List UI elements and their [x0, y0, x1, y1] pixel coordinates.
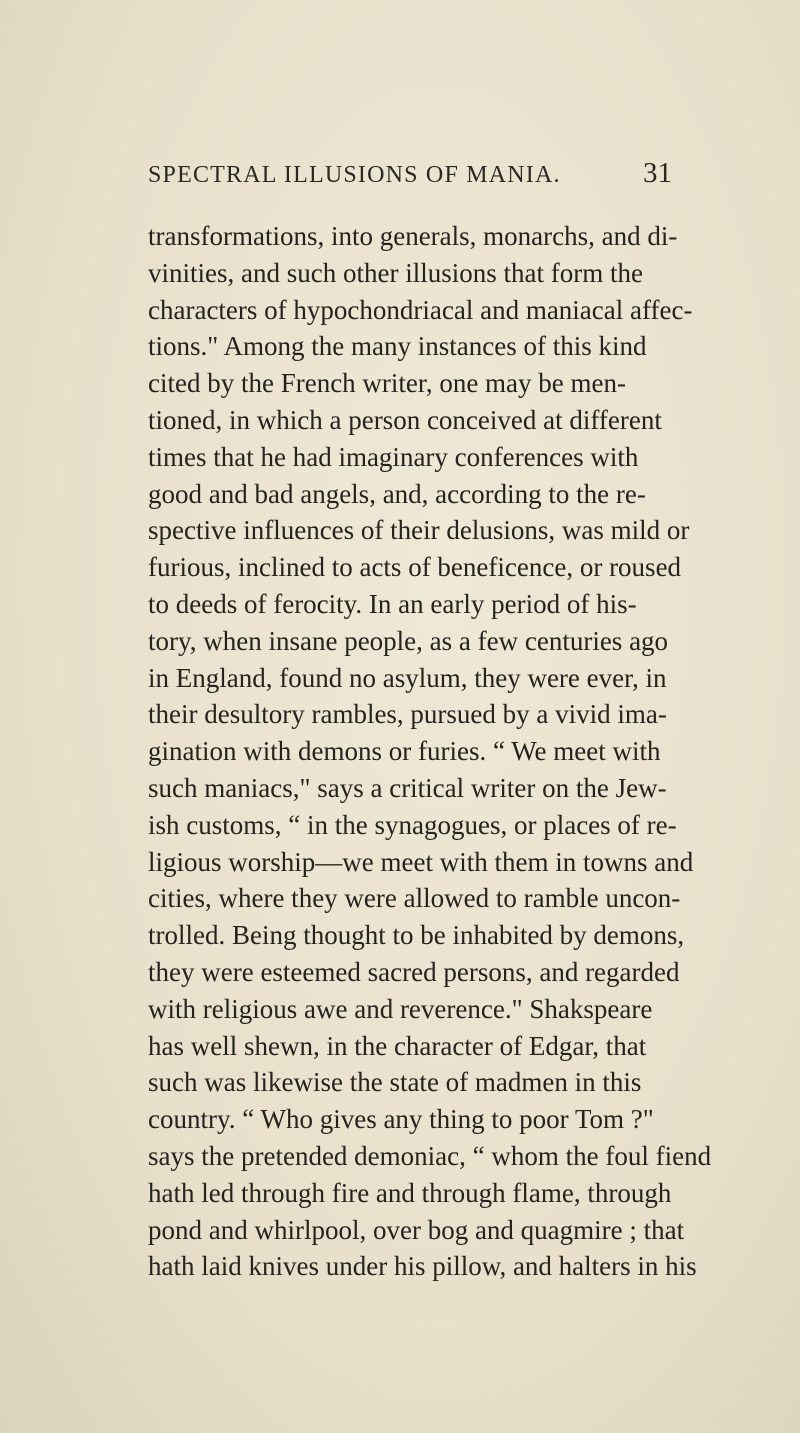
text-line: tory, when insane people, as a few centuries ago [148, 625, 669, 656]
text-line: spective influences of their delusions, was mild or [148, 515, 690, 546]
text-line: says the pretended demoniac, “ whom the foul fiend [148, 1140, 712, 1171]
body-text [148, 218, 788, 1285]
page-number: 31 [643, 157, 672, 189]
text-line: cited by the French writer, one may be men- [148, 368, 626, 399]
text-line: they were esteemed sacred persons, and regarded [148, 956, 680, 987]
text-line: characters of hypochondriacal and maniacal affec- [148, 294, 693, 325]
text-line: cities, where they were allowed to ramble uncon- [148, 883, 681, 914]
text-line: such was likewise the state of madmen in this [148, 1067, 642, 1098]
text-line: times that he had imaginary conferences with [148, 441, 639, 472]
text-line: furious, inclined to acts of beneficence, or roused [148, 552, 682, 583]
text-line: trolled. Being thought to be inhabited by demons, [148, 920, 685, 951]
text-line: tioned, in which a person conceived at different [148, 404, 662, 435]
running-head: SPECTRAL ILLUSIONS OF MANIA. [148, 162, 561, 188]
text-line: country. “ Who gives any thing to poor Tom ?" [148, 1104, 654, 1135]
text-line: their desultory rambles, pursued by a vivid ima- [148, 699, 667, 730]
text-line: with religious awe and reverence." Shakspeare [148, 993, 653, 1024]
text-line: has well shewn, in the character of Edgar, that [148, 1030, 647, 1061]
text-line: vinities, and such other illusions that form the [148, 257, 643, 288]
text-line: ligious worship—we meet with them in towns and [148, 846, 694, 877]
text-line: hath laid knives under his pillow, and halters in his [148, 1251, 697, 1282]
text-line: to deeds of ferocity. In an early period of his- [148, 588, 637, 619]
text-line: good and bad angels, and, according to the re- [148, 478, 646, 509]
text-line: gination with demons or furies. “ We meet with [148, 736, 661, 767]
text-line: ish customs, “ in the synagogues, or places of re- [148, 809, 677, 840]
text-line: pond and whirlpool, over bog and quagmire ; that [148, 1214, 685, 1245]
text-line: tions." Among the many instances of this kind [148, 331, 647, 362]
page-header [148, 150, 788, 190]
text-line: transformations, into generals, monarchs, and di- [148, 221, 678, 251]
text-line: hath led through fire and through flame, through [148, 1177, 672, 1208]
text-line: in England, found no asylum, they were ever, in [148, 662, 667, 693]
text-line: such maniacs," says a critical writer on the Jew- [148, 772, 667, 803]
